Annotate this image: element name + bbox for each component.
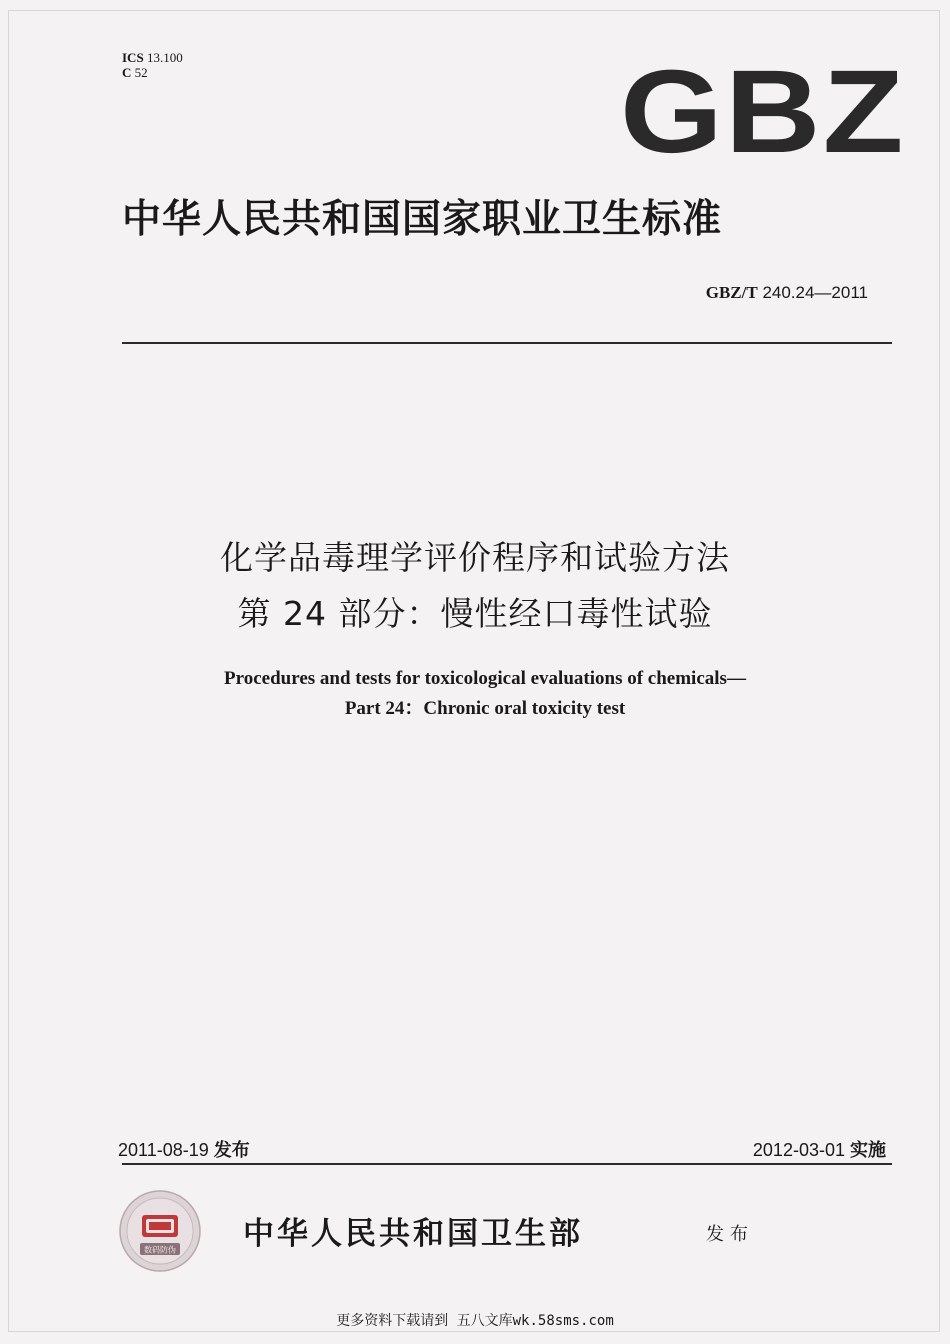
effective-date-label: 实施 [850,1140,886,1161]
issue-date-value: 2011-08-19 [118,1140,209,1160]
document-title-cn [0,530,950,642]
download-footer[interactable]: 更多资料下载请到 五八文库wk.58sms.com [336,1313,614,1329]
document-title-en-line2: Part 24：Chronic oral toxicity test [344,698,626,719]
standard-code-number: 240.24—2011 [762,283,868,302]
issue-date [118,1136,250,1162]
publisher-name: 中华人民共和国卫生部 [243,1216,583,1252]
seal-text: 数码防伪 [144,1245,176,1255]
document-title-cn-line1: 化学品毒理学评价程序和试验方法 [220,538,730,577]
top-divider [122,342,892,344]
document-title-en [0,664,950,724]
ccs-label: C [122,65,132,80]
effective-date-value: 2012-03-01 [752,1140,845,1160]
effective-date [753,1136,886,1162]
ccs-code: 52 [134,65,148,80]
classification-codes [122,50,183,80]
issue-date-label: 发布 [213,1140,250,1161]
document-title-cn-line2: 第 24 部分：慢性经口毒性试验 [237,594,713,633]
bottom-divider [122,1163,892,1165]
gbz-logo: GBZ [620,46,906,178]
standard-code [706,283,868,303]
standard-title: 中华人民共和国国家职业卫生标准 [122,197,723,242]
document-title-en-line1: Procedures and tests for toxicological evaluations of chemicals— [224,668,746,689]
publisher-verb: 发布 [706,1224,754,1245]
anti-counterfeit-seal-icon [118,1189,202,1273]
ics-label: ICS [122,50,144,65]
ics-code: 13.100 [146,50,183,65]
standard-code-prefix: GBZ/T [705,283,758,302]
